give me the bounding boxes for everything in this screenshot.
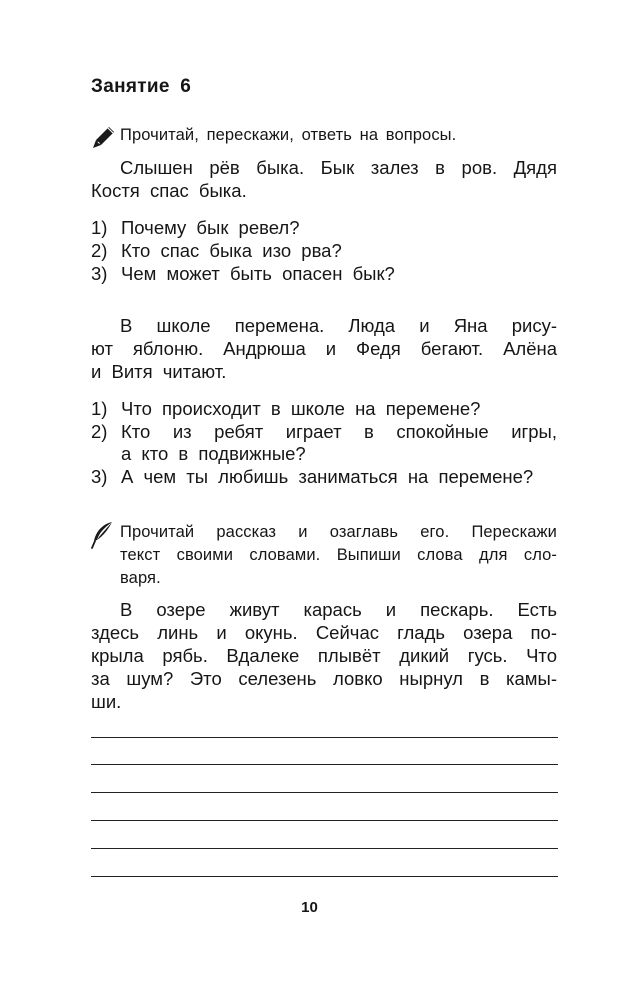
quill-icon <box>89 520 115 550</box>
task2-text-line: и Витя читают. <box>91 361 227 382</box>
task1-text-line: Слышен рёв быка. Бык залез в ров. Дядя <box>120 157 557 178</box>
question-text: Кто спас быка изо рва? <box>121 240 342 261</box>
task3-instruction-line: варя. <box>120 569 161 587</box>
lesson-title: Занятие 6 <box>91 76 192 97</box>
task1-question <box>91 240 342 262</box>
writing-line <box>91 820 558 821</box>
task1-question <box>91 263 395 285</box>
task2-question <box>91 421 557 443</box>
task1-instruction: Прочитай, перескажи, ответь на вопросы. <box>120 126 457 144</box>
task2-question-continuation: а кто в подвижные? <box>121 443 306 464</box>
writing-line <box>91 792 558 793</box>
question-text: Что происходит в школе на перемене? <box>121 398 481 419</box>
writing-line <box>91 737 558 738</box>
question-number: 2) <box>91 240 108 261</box>
task3-text-line: здесь линь и окунь. Сейчас гладь озера по- <box>91 622 557 643</box>
task3-text-line: крыла рябь. Вдалеке плывёт дикий гусь. Что <box>91 645 557 666</box>
task1-question <box>91 217 300 239</box>
task3-text-line: за шум? Это селезень ловко нырнул в камы- <box>91 668 557 689</box>
task3-instruction-line: Прочитай рассказ и озаглавь его. Перескажи <box>120 523 557 541</box>
page-number: 10 <box>301 899 318 916</box>
pencil-icon <box>90 124 116 150</box>
writing-line <box>91 876 558 877</box>
task2-question <box>91 466 533 488</box>
question-number: 3) <box>91 263 108 284</box>
writing-line <box>91 848 558 849</box>
writing-line <box>91 764 558 765</box>
question-number: 2) <box>91 421 108 442</box>
question-text: Почему бык ревел? <box>121 217 300 238</box>
task2-text-line: В школе перемена. Люда и Яна рису- <box>120 315 557 336</box>
task3-text-line: ши. <box>91 691 122 712</box>
question-number: 3) <box>91 466 108 487</box>
task2-question <box>91 398 480 420</box>
task2-text-line: ют яблоню. Андрюша и Федя бегают. Алёна <box>91 338 557 359</box>
question-text: Кто из ребят играет в спокойные игры, <box>121 421 557 442</box>
question-number: 1) <box>91 217 108 238</box>
task3-instruction-line: текст своими словами. Выпиши слова для сло- <box>120 546 557 564</box>
question-text: А чем ты любишь заниматься на перемене? <box>121 466 534 487</box>
task1-text-line: Костя спас быка. <box>91 180 247 201</box>
task3-text-line: В озере живут карась и пескарь. Есть <box>120 599 557 620</box>
question-number: 1) <box>91 398 108 419</box>
question-text: Чем может быть опасен бык? <box>121 263 395 284</box>
